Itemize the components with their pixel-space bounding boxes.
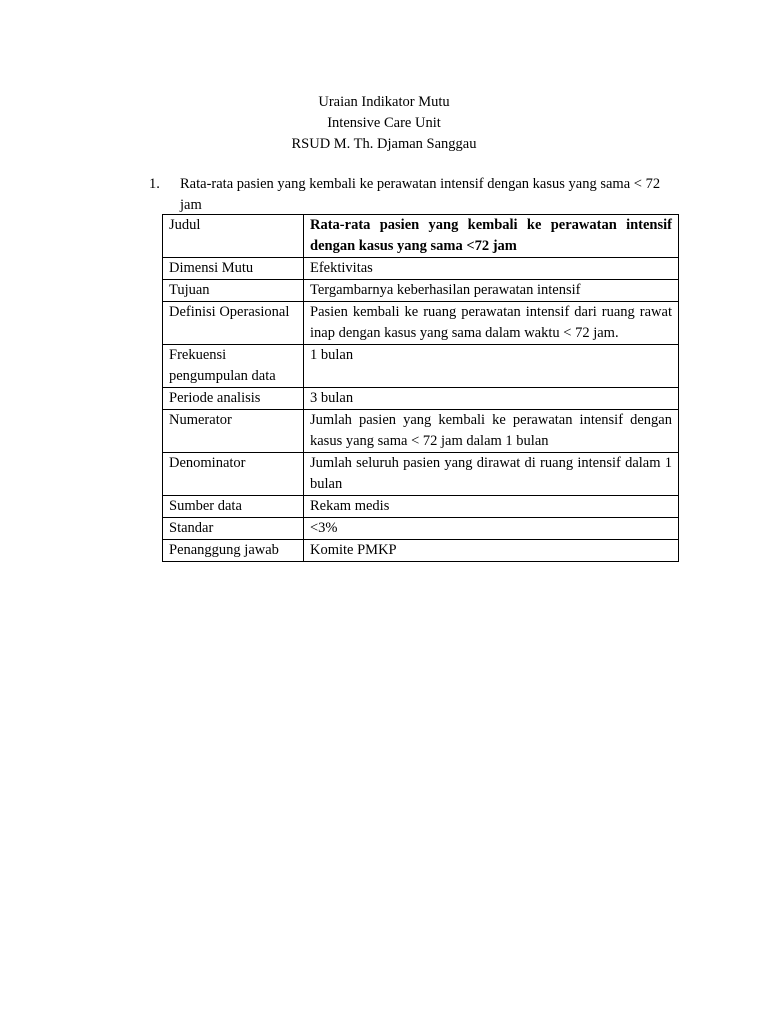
row-label: Numerator <box>163 410 304 453</box>
row-label: Tujuan <box>163 280 304 302</box>
row-value: Jumlah pasien yang kembali ke perawatan intensif dengan kasus yang sama < 72 jam dalam 1 bulan <box>304 410 679 453</box>
item-title: Rata-rata pasien yang kembali ke perawatan intensif dengan kasus yang sama < 72 jam <box>180 176 661 213</box>
table-row <box>163 540 679 562</box>
table-row <box>163 215 679 258</box>
item-number: 1. <box>149 176 160 192</box>
row-label: Penanggung jawab <box>163 540 304 562</box>
table-row <box>163 388 679 410</box>
row-label: Definisi Operasional <box>163 302 304 345</box>
row-value: <3% <box>304 518 679 540</box>
row-value: 1 bulan <box>304 345 679 388</box>
table-row <box>163 453 679 496</box>
table-row <box>163 518 679 540</box>
document-header <box>0 92 768 155</box>
table-row <box>163 410 679 453</box>
hospital-name: RSUD M. Th. Djaman Sanggau <box>291 136 477 152</box>
table-row <box>163 496 679 518</box>
row-value: Tergambarnya keberhasilan perawatan intensif <box>304 280 679 302</box>
row-label: Dimensi Mutu <box>163 258 304 280</box>
row-label: Standar <box>163 518 304 540</box>
indicator-table <box>162 214 679 562</box>
table-row <box>163 345 679 388</box>
row-value: 3 bulan <box>304 388 679 410</box>
row-label: Denominator <box>163 453 304 496</box>
row-value: Rekam medis <box>304 496 679 518</box>
row-value: Pasien kembali ke ruang perawatan intensif dari ruang rawat inap dengan kasus yang sama dalam waktu < 72 jam. <box>304 302 679 345</box>
row-label: Sumber data <box>163 496 304 518</box>
indicator-item <box>149 174 684 216</box>
table-row <box>163 302 679 345</box>
row-value: Rata-rata pasien yang kembali ke perawatan intensif dengan kasus yang sama <72 jam <box>304 215 679 258</box>
row-value: Jumlah seluruh pasien yang dirawat di ruang intensif dalam 1 bulan <box>304 453 679 496</box>
table-row <box>163 280 679 302</box>
document-title: Uraian Indikator Mutu <box>318 94 450 110</box>
row-label: Periode analisis <box>163 388 304 410</box>
row-label: Frekuensi pengumpulan data <box>163 345 304 388</box>
row-value: Efektivitas <box>304 258 679 280</box>
unit-name: Intensive Care Unit <box>327 115 441 131</box>
table-row <box>163 258 679 280</box>
row-label: Judul <box>163 215 304 258</box>
row-value: Komite PMKP <box>304 540 679 562</box>
